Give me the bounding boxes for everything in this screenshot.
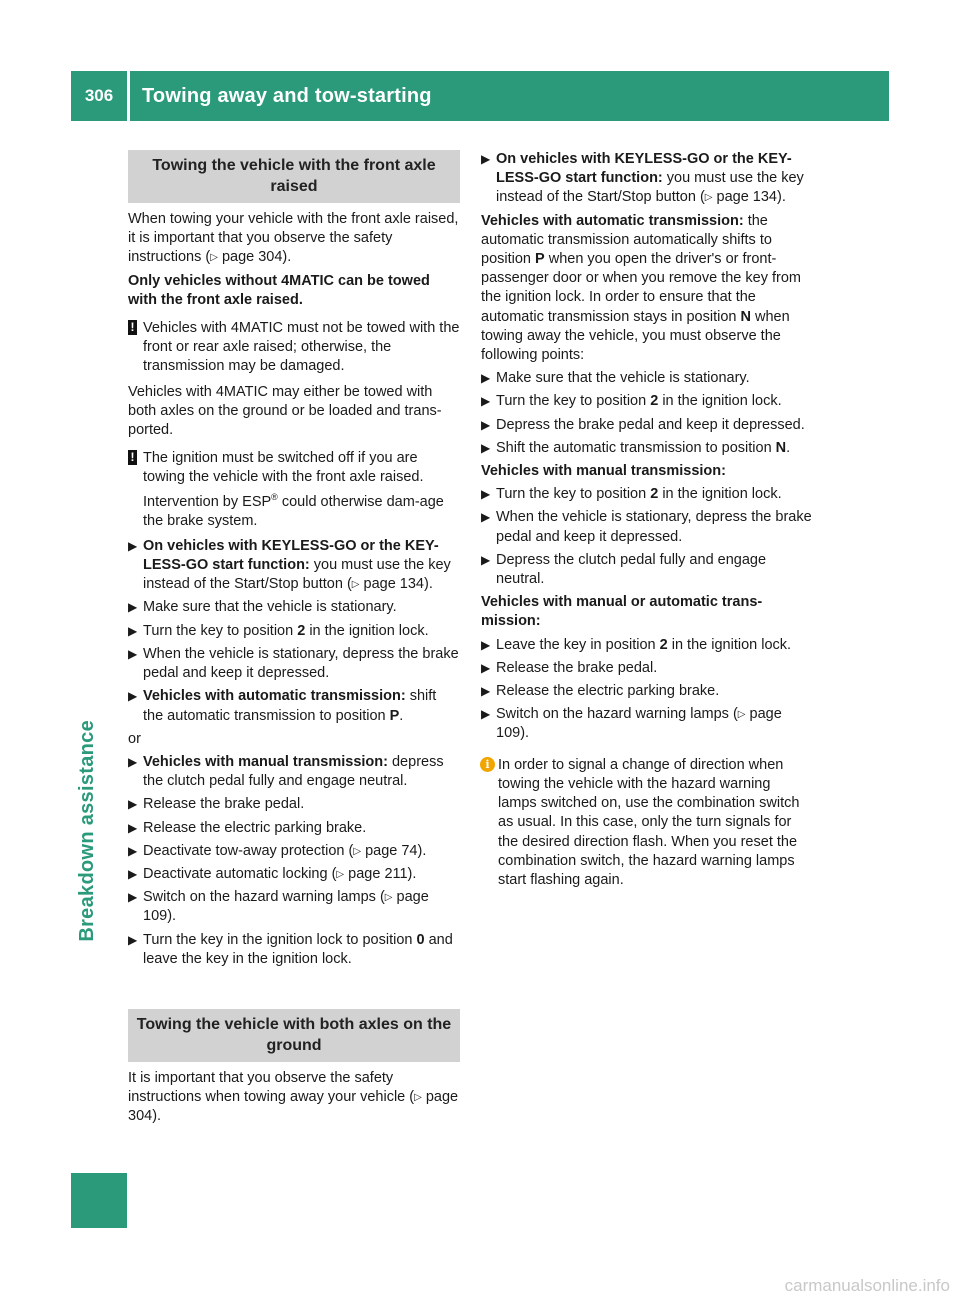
step-item: ▶ Deactivate automatic locking (▷ page 211).: [128, 865, 460, 884]
page-ref-arrow-icon: ▷: [210, 252, 218, 264]
step-arrow-icon: ▶: [481, 152, 491, 166]
step-arrow-icon: ▶: [481, 660, 491, 675]
section-heading-both-axles: Towing the vehicle with both axles on the ground: [128, 1009, 460, 1062]
or-text: or: [128, 730, 141, 747]
page-ref-link[interactable]: page 109).: [143, 889, 429, 925]
step-arrow-icon: ▶: [128, 646, 138, 661]
step-arrow-icon: ▶: [128, 932, 138, 947]
step-arrow-icon: ▶: [481, 552, 491, 567]
step-item: ▶ Release the electric parking brake.: [128, 819, 460, 838]
step-arrow-icon: ▶: [128, 890, 138, 905]
step-arrow-icon: ▶: [481, 510, 491, 525]
right-column: [481, 150, 813, 896]
page-number: 306: [71, 71, 127, 121]
step-item: ▶ When the vehicle is stationary, depress the brake pedal and keep it depressed.: [128, 645, 459, 682]
step-item: ▶ Turn the key in the ignition lock to position 0 and leave the key in the ignition lock.: [128, 931, 453, 967]
step-arrow-icon: ▶: [128, 754, 138, 769]
page-ref-arrow-icon: ▷: [384, 892, 393, 904]
step-arrow-icon: ▶: [128, 600, 138, 615]
section-heading-front-axle: Towing the vehicle with the front axle raised: [128, 150, 460, 203]
step-arrow-icon: ▶: [128, 797, 138, 812]
step-item: ▶ Vehicles with manual transmission: depress the clutch pedal fully and engage neutral.: [128, 753, 444, 790]
subheading: Vehicles with manual or automatic trans-mission:: [481, 594, 763, 630]
step-item: ▶ Make sure that the vehicle is stationary.: [128, 598, 460, 617]
step-arrow-icon: ▶: [481, 707, 491, 722]
step-item: ▶ Leave the key in position 2 in the ignition lock.: [481, 636, 813, 655]
paragraph: Vehicles with automatic transmission: the automatic transmission automatically shifts to position P when you open the driver's or front-passenger door or when you remove the key from the ignition lock. In order to ensure that the automatic transmission stays in position N when towing away the vehicle, you must observe the following points:: [481, 212, 801, 364]
warning-exclamation-icon: !: [128, 450, 137, 465]
page-ref-link[interactable]: page 304).: [128, 1089, 459, 1125]
page-ref-arrow-icon: ▷: [353, 845, 362, 857]
step-item: ▶ Switch on the hazard warning lamps (▷ page 109).: [481, 706, 782, 742]
step-item: ▶ On vehicles with KEYLESS-GO or the KEY-LESS-GO start function: you must use the key instead of the Start/Stop button (▷ page 134).: [128, 537, 460, 595]
step-item: ▶ Make sure that the vehicle is stationary.: [481, 369, 813, 388]
step-item: ▶ Vehicles with automatic transmission: shift the automatic transmission to position P.: [128, 688, 437, 724]
step-item: ▶ Release the electric parking brake.: [481, 682, 813, 701]
page-ref-link[interactable]: page 74).: [365, 842, 427, 859]
paragraph: It is important that you observe the safety instructions when towing away your vehicle (▷ page 304).: [128, 1069, 459, 1125]
step-item: ▶ Turn the key to position 2 in the ignition lock.: [481, 485, 813, 504]
step-item: ▶ Turn the key to position 2 in the ignition lock.: [128, 622, 460, 641]
info-note: i In order to signal a change of direction when towing the vehicle with the hazard warning lamps switched on, use the combination switch as usual. In this case, only the turn signals for the desired direction flash. When you reset the combination switch, the hazard warning lamps start flashing again.: [481, 756, 813, 890]
step-arrow-icon: ▶: [481, 417, 491, 432]
sidebar-section-label: Breakdown assistance: [76, 720, 98, 942]
step-arrow-icon: ▶: [481, 487, 491, 502]
page-ref-link[interactable]: page 211).: [348, 865, 417, 882]
page-ref-arrow-icon: ▷: [351, 579, 360, 591]
warning-note: ! The ignition must be switched off if you are towing the vehicle with the front axle raised. Intervention by ESP® could otherwise dam-age the brake system.: [128, 449, 460, 531]
step-arrow-icon: ▶: [481, 637, 491, 652]
watermark: carmanualsonline.info: [784, 1276, 950, 1295]
step-arrow-icon: ▶: [481, 440, 491, 455]
step-item: ▶ Release the brake pedal.: [481, 659, 813, 678]
paragraph: When towing your vehicle with the front axle raised, it is important that you observe the safety instructions (▷ page 304).: [128, 210, 460, 268]
step-item: ▶ Deactivate tow-away protection (▷ page 74).: [128, 842, 460, 861]
chapter-title: Towing away and tow-starting: [130, 71, 889, 121]
page-ref-arrow-icon: ▷: [414, 1092, 422, 1104]
page-ref-arrow-icon: ▷: [737, 709, 746, 721]
page-ref-link[interactable]: page 134).: [363, 576, 433, 593]
page-ref-link[interactable]: page 304).: [221, 249, 292, 266]
step-arrow-icon: ▶: [128, 843, 138, 858]
step-item: ▶ Depress the brake pedal and keep it depressed.: [481, 416, 813, 435]
step-item: ▶ Depress the clutch pedal fully and engage neutral.: [481, 551, 767, 588]
step-item: ▶ When the vehicle is stationary, depress the brake pedal and keep it depressed.: [481, 509, 812, 545]
sidebar-tab-marker: [71, 1173, 127, 1228]
step-arrow-icon: ▶: [128, 623, 138, 638]
paragraph-bold: Only vehicles without 4MATIC can be towed with the front axle raised.: [128, 272, 430, 308]
step-arrow-icon: ▶: [128, 538, 138, 553]
step-item: ▶ Turn the key to position 2 in the ignition lock.: [481, 392, 813, 411]
step-item: ▶ Shift the automatic transmission to position N.: [481, 439, 813, 458]
step-arrow-icon: ▶: [128, 820, 138, 835]
step-item: ▶ Switch on the hazard warning lamps (▷ page 109).: [128, 889, 429, 925]
page-ref-link[interactable]: page 109).: [496, 706, 782, 742]
step-arrow-icon: ▶: [481, 684, 491, 699]
step-item: ▶ On vehicles with KEYLESS-GO or the KEY-LESS-GO start function: you must use the key instead of the Start/Stop button (▷ page 134).: [481, 150, 813, 208]
step-arrow-icon: ▶: [128, 689, 138, 704]
step-arrow-icon: ▶: [128, 866, 138, 881]
page-ref-arrow-icon: ▷: [336, 868, 345, 880]
left-column: [128, 150, 460, 1131]
subheading: Vehicles with manual transmission:: [481, 463, 726, 480]
paragraph: Vehicles with 4MATIC may either be towed with both axles on the ground or be loaded and trans-ported.: [128, 383, 442, 439]
warning-exclamation-icon: !: [128, 320, 137, 335]
step-arrow-icon: ▶: [481, 371, 491, 386]
warning-note: ! Vehicles with 4MATIC must not be towed with the front or rear axle raised; otherwise, the transmission may be damaged.: [128, 319, 460, 377]
step-arrow-icon: ▶: [481, 394, 491, 409]
page-ref-link[interactable]: page 134).: [716, 189, 786, 206]
step-item: ▶ Release the brake pedal.: [128, 795, 460, 814]
page-ref-arrow-icon: ▷: [704, 192, 713, 204]
info-icon: i: [480, 757, 495, 772]
